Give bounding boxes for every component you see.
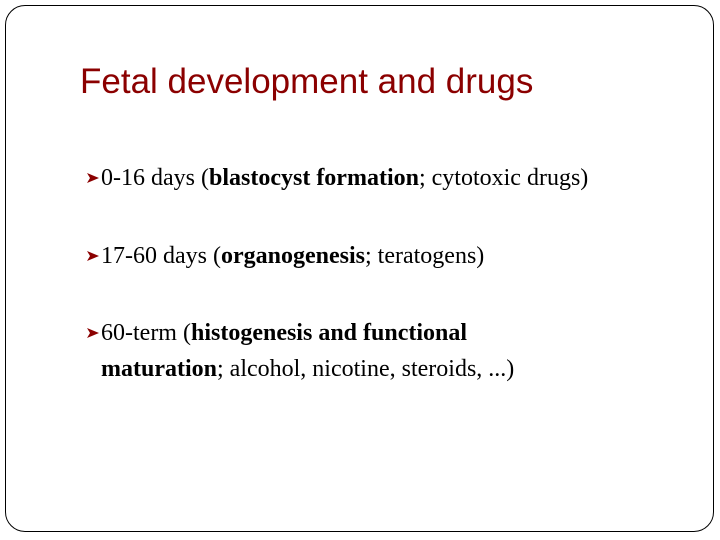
bullet-marker-icon — [87, 238, 103, 274]
bullet-item — [87, 160, 687, 196]
bullet-text: 17-60 days (organogenesis; teratogens) — [101, 243, 485, 269]
bullet-marker-icon — [87, 315, 103, 351]
bullet-marker-icon — [87, 160, 103, 196]
bullet-text: 60-term (histogenesis and functional maturation; alcohol, nicotine, steroids, ...) — [87, 315, 687, 387]
bullet-item — [87, 315, 687, 387]
bullet-continuation: maturation; alcohol, nicotine, steroids, ...) — [101, 356, 515, 382]
bullet-item — [87, 238, 687, 274]
bullet-text: 0-16 days (blastocyst formation; cytotoxic drugs) — [101, 165, 589, 191]
slide-title: Fetal development and drugs — [80, 62, 534, 101]
